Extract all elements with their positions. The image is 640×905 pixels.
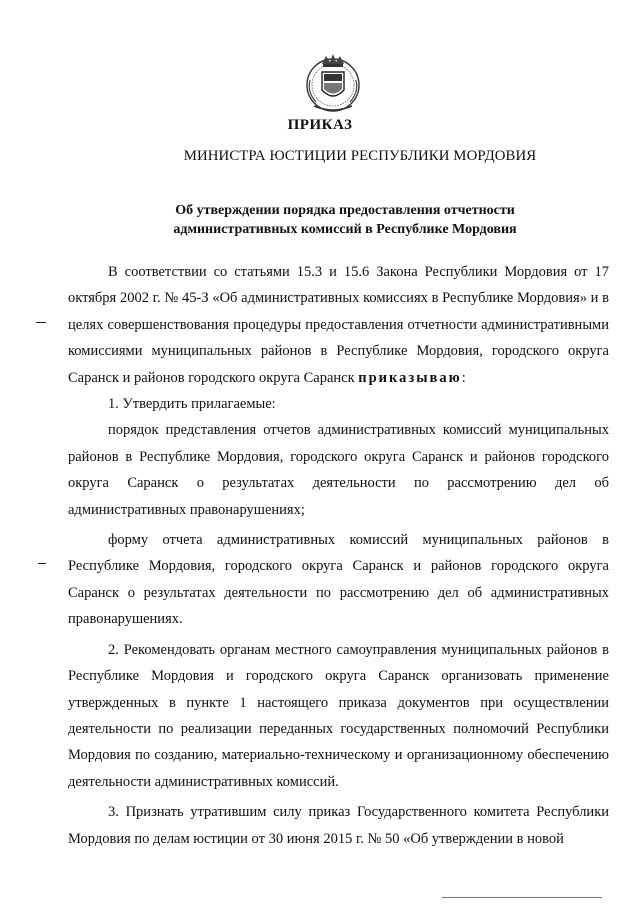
footer-line <box>442 897 602 898</box>
order-word: приказываю <box>358 369 462 386</box>
intro-text: В соответствии со статьями 15.3 и 15.6 Закона Республики Мордовия от 17 октября 2002 г. № 45-З «Об административных комиссиях в Республике Мордовия» и в целях совершенствования процедуры предоставления отчетности административными комиссиями муниципальных районов в Республике Мордовия, городского округа Саранск и районов городского округа Саранск <box>68 264 609 386</box>
item-1-b: форму отчета административных комиссий муниципальных районов в Республике Мордовия, городского округа Саранск и районов городского округа Саранск о результатах деятельности по рассмотрению дел об административных правонарушениях. <box>68 532 609 628</box>
item-1-a: порядок представления отчетов административных комиссий муниципальных районов в Республике Мордовия, городского округа Саранск и районов городского округа Саранск о результатах деятельности по рассмотрению дел об административных правонарушениях; <box>68 422 609 518</box>
order-tail: : <box>461 369 466 386</box>
document-subject <box>25 201 640 239</box>
document-body <box>68 259 609 852</box>
item-1: 1. Утвердить прилагаемые: <box>108 396 276 413</box>
ministry-title: МИНИСТРА ЮСТИЦИИ РЕСПУБЛИКИ МОРДОВИЯ <box>183 148 537 164</box>
margin-mark-2 <box>38 563 46 564</box>
document-type: ПРИКАЗ <box>287 117 353 133</box>
margin-mark-1 <box>36 322 46 323</box>
subject-line-1: Об утверждении порядка предоставления отчетности <box>175 203 515 218</box>
item-2: 2. Рекомендовать органам местного самоуправления муниципальных районов в Республике Мордовия и городского округа Саранск организовать применение утвержденных в пункте 1 настоящего приказа документов при осуществлении деятельности по реализации переданных государственных полномочий Республики Мордовия по созданию, материально-техническому и организационному обеспечению деятельности административных комиссий. <box>68 641 609 790</box>
coat-of-arms-emblem-icon <box>300 50 366 116</box>
subject-line-2: административных комиссий в Республике Мордовия <box>173 222 517 237</box>
item-3: 3. Признать утратившим силу приказ Государственного комитета Республики Мордовия по делам юстиции от 30 июня 2015 г. № 50 «Об утверждении в новой <box>68 804 609 847</box>
intro-paragraph <box>68 259 609 391</box>
